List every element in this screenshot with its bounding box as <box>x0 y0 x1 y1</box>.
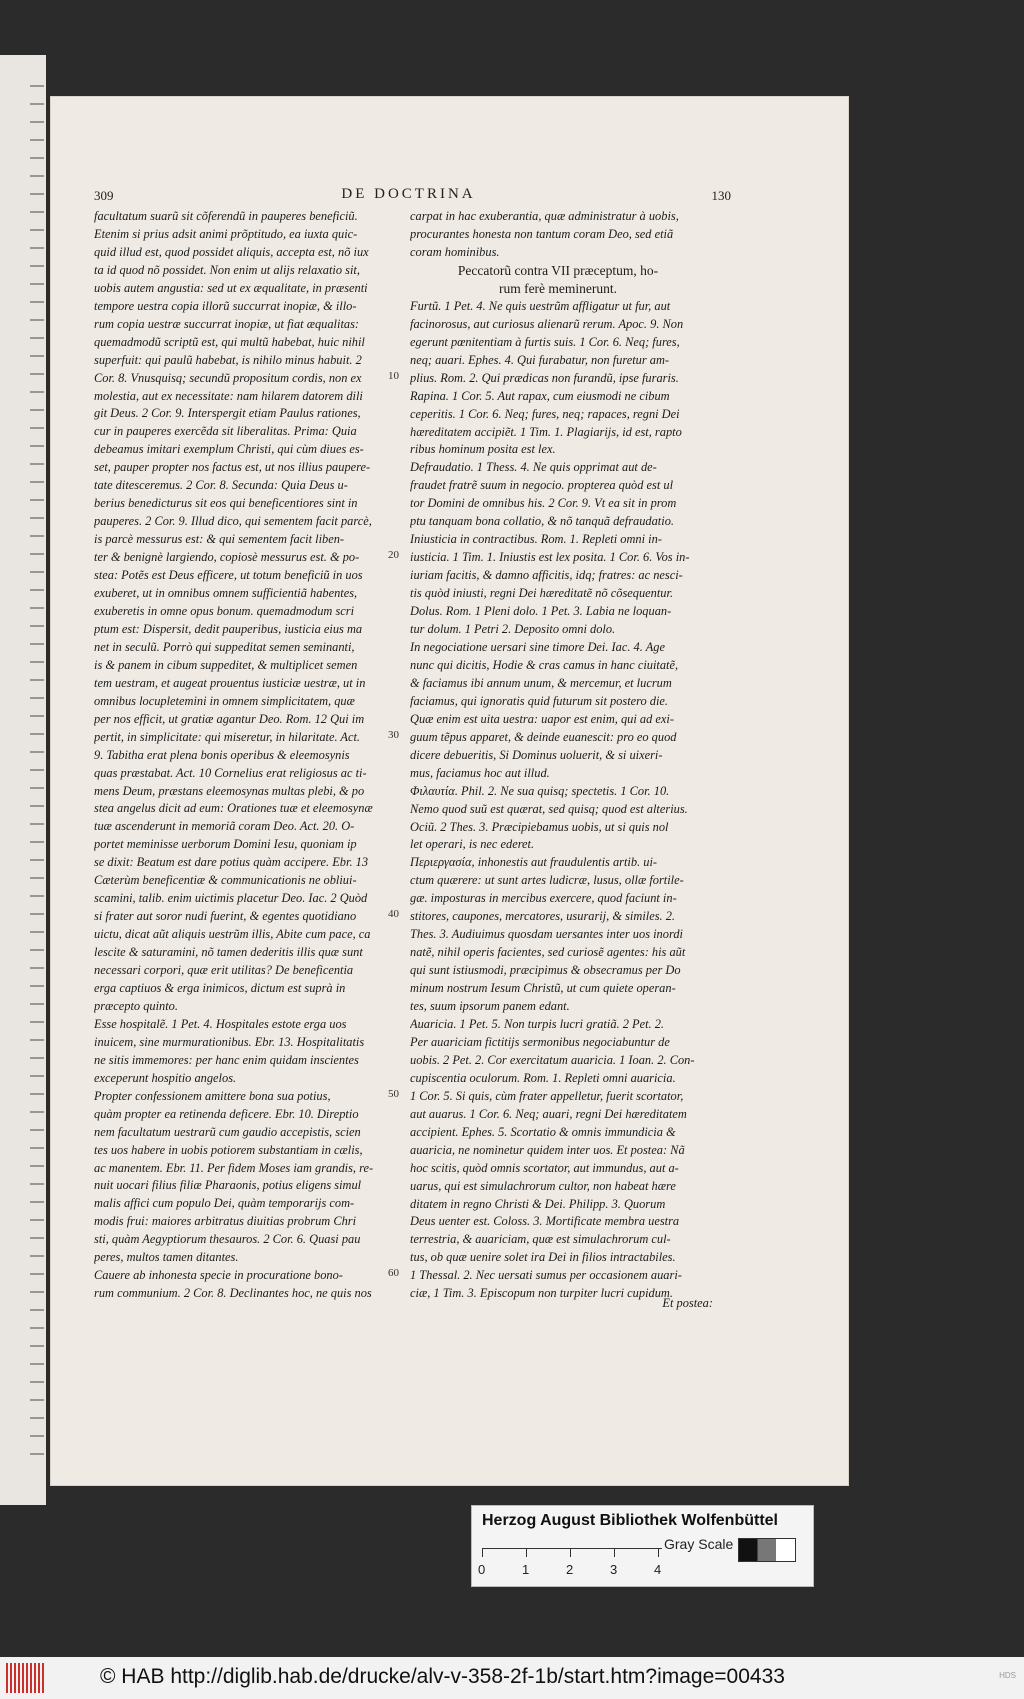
text-line: cur in pauperes exercẽda sit liberalitas. Prima: Quia <box>94 424 357 439</box>
heading-line: rum ferè meminerunt. <box>498 280 618 296</box>
page-number-left: 309 <box>94 188 114 203</box>
section-heading <box>410 262 706 298</box>
text-line: Cæterùm beneficentiæ & communicationis ne obliui- <box>94 873 357 888</box>
text-line: auaricia, ne nominetur quidem inter uos. Et postea: Nã <box>410 1142 685 1157</box>
text-line: ne sitis immemores: per hanc enim quidam inscientes <box>94 1052 359 1067</box>
hab-logo-icon <box>6 1663 44 1693</box>
text-line: se dixit: Beatum est dare potius quàm accipere. Ebr. 13 <box>94 855 369 870</box>
text-line: Propter confessionem amittere bona sua potius, <box>94 1088 331 1103</box>
running-header <box>94 186 731 208</box>
text-line: quid illud est, quod possidet aliquis, accepta est, nõ iux <box>94 244 369 259</box>
right-text-column <box>410 208 706 1303</box>
catchword: Et postea: <box>662 1296 713 1310</box>
text-line: debeamus imitari exemplum Christi, qui cùm diues es- <box>94 442 364 457</box>
footer-tag: HDS <box>999 1671 1016 1680</box>
text-line: Thes. 3. Audiuimus quosdam uersantes inter uos inordi <box>410 927 683 942</box>
text-line: coram hominibus. <box>410 244 500 259</box>
page-number-right: 130 <box>711 188 731 203</box>
text-line: qui sunt istiusmodi, præcipimus & obsecramus per Do <box>410 963 681 978</box>
text-line: ac manentem. Ebr. 11. Per fidem Moses iam grandis, re- <box>94 1160 374 1175</box>
text-line: ditatem in regno Christi & Dei. Philipp. 3. Quorum <box>410 1196 666 1211</box>
text-line: stea angelus dicit ad eum: Orationes tuæ et eleemosynæ <box>94 801 373 816</box>
text-line: is & panem in cibum suppeditet, & multiplicet semen <box>94 657 358 672</box>
scale-label: 3 <box>610 1562 618 1577</box>
text-line: tate ditesceremus. 2 Cor. 8. Secunda: Quia Deus u- <box>94 478 348 493</box>
text-line: facultatum suarũ sit cõferendũ in pauperes beneficiũ. <box>94 209 358 223</box>
text-line: is parcè messurus est: & qui sementem facit liben- <box>94 532 345 547</box>
adjacent-page-edge <box>0 55 46 1505</box>
text-line: Furtũ. 1 Pet. 4. Ne quis uestrũm affligatur ut fur, aut <box>410 298 671 313</box>
scale-label: 4 <box>654 1562 662 1577</box>
text-line: uobis autem angustia: sed ut ex æqualitate, in præsenti <box>94 280 368 295</box>
book-page <box>50 96 849 1486</box>
text-line: Cauere ab inhonesta specie in procuratione bono- <box>94 1268 343 1283</box>
text-line: Rapina. 1 Cor. 5. Aut rapax, cum eiusmodi ne cibum <box>410 388 670 403</box>
text-line: rum communium. 2 Cor. 8. Declinantes hoc, ne quis nos <box>94 1286 372 1301</box>
text-line: git Deus. 2 Cor. 9. Interspergit etiam Paulus rationes, <box>94 406 361 421</box>
text-line: stitores, caupones, mercatores, usurarij, & similes. 2. <box>410 909 676 924</box>
text-line: tus, ob quæ uenire solet ira Dei in filios intractabiles. <box>410 1250 676 1265</box>
scale-ruler <box>482 1548 662 1559</box>
text-line: Φιλαυτία. Phil. 2. Ne sua quisq; spectetis. 1 Cor. 10. <box>410 783 670 798</box>
text-line: & faciamus ibi annum unum, & mercemur, et lucrum <box>410 675 672 690</box>
text-line: berius benedicturus sit eos qui beneficentiores sint in <box>94 496 358 511</box>
line-number: 20 <box>388 549 399 562</box>
text-line: uictu, dicat aũt aliquis uestrũm illis, Abite cum pace, ca <box>94 927 371 942</box>
text-line: Dolus. Rom. 1 Pleni dolo. 1 Pet. 3. Labia ne loquan- <box>410 604 672 619</box>
text-line: Περιεργασία, inhonestis aut fraudulentis artib. ui- <box>410 855 658 870</box>
running-title: DE DOCTRINA <box>341 186 476 202</box>
text-line: modis frui: maiores arbitratus diuitias probrum Chri <box>94 1214 357 1229</box>
text-line: Etenim si prius adsit animi prõptitudo, ea iuxta quic- <box>94 226 358 241</box>
text-line: carpat in hac exuberantia, quæ administratur à uobis, <box>410 209 679 223</box>
line-number: 10 <box>388 369 399 382</box>
scale-label: 1 <box>522 1562 530 1577</box>
text-line: let operari, is nec ederet. <box>410 837 535 852</box>
text-line: tes uos habere in uobis potiorem substantiam in cælis, <box>94 1142 363 1157</box>
text-line: set, pauper propter nos factus est, ut nos illius paupere- <box>94 460 371 475</box>
text-line: sti, quàm Aegyptiorum thesauros. 2 Cor. 6. Quasi pau <box>94 1232 361 1247</box>
text-line: ceperitis. 1 Cor. 6. Neq; fures, neq; rapaces, regni Dei <box>410 406 680 421</box>
right-column-top-text <box>410 208 706 262</box>
text-line: exuberet, ut in omnibus omnem sufficientiã habentes, <box>94 586 358 601</box>
text-line: aut auarus. 1 Cor. 6. Neq; auari, regni Dei hæreditatem <box>410 1106 687 1121</box>
text-line: tur dolum. 1 Petri 2. Deposito omni dolo. <box>410 622 616 637</box>
text-line: inuicem, sine murmurationibus. Ebr. 13. Hospitalitatis <box>94 1034 365 1049</box>
text-line: quemadmodũ scriptũ est, qui multũ habebat, huic nihil <box>94 334 365 349</box>
text-line: Per auariciam fictitijs sermonibus negociabuntur de <box>410 1034 670 1049</box>
text-line: net in seculũ. Porrò qui suppeditat semen seminanti, <box>94 639 355 654</box>
text-line: egerunt pœnitentiam à furtis suis. 1 Cor. 6. Neq; fures, <box>410 334 680 349</box>
line-number: 50 <box>388 1087 399 1100</box>
text-line: gæ. imposturas in mercibus exercere, quod faciunt in- <box>410 891 677 906</box>
text-line: necessari corpori, quæ erit utilitas? De beneficentia <box>94 963 354 978</box>
text-line: præcepto quinto. <box>94 998 178 1013</box>
text-line: faciamus, qui ignoratis quid futurum sit postero die. <box>410 693 669 708</box>
text-line: neq; auari. Ephes. 4. Qui furabatur, non furetur am- <box>410 352 670 367</box>
text-line: portet meminisse uerborum Domini Iesu, quoniam ip <box>94 837 357 852</box>
source-url[interactable]: © HAB http://diglib.hab.de/drucke/alv-v-358-2f-1b/start.htm?image=00433 <box>100 1665 785 1688</box>
text-line: Ociũ. 2 Thes. 3. Præcipiebamus uobis, ut si quis nol <box>410 819 669 834</box>
text-line: natẽ, nihil operis facientes, sed curiosẽ agentes: his aũt <box>410 945 686 960</box>
text-line: ta id quod nõ possidet. Non enim ut alijs relaxatio sit, <box>94 262 360 277</box>
text-line: dicere debueritis, Si Dominus uoluerit, & si uixeri- <box>410 747 663 762</box>
text-line: procurantes honesta non tantum coram Deo, sed etiã <box>410 226 674 241</box>
right-column-body <box>410 298 706 1303</box>
text-line: molestia, aut ex necessitate: nam hilarem datorem dili <box>94 388 363 403</box>
text-line: iuriam facitis, & damno afficitis, idq; fratres: ac nesci- <box>410 568 683 583</box>
text-line: nunc qui dicitis, Hodie & cras camus in hanc ciuitatẽ, <box>410 657 679 672</box>
text-line: 1 Thessal. 2. Nec uersati sumus per occasionem auari- <box>410 1268 682 1283</box>
text-line: quas præstabat. Act. 10 Cornelius erat religiosus ac ti- <box>94 765 367 780</box>
text-line: lescite & saturamini, nõ tamen dederitis illis quæ sunt <box>94 945 363 960</box>
text-line: accipient. Ephes. 5. Scortatio & omnis immundicia & <box>410 1124 676 1139</box>
text-line: pertit, in simplicitate: qui miseretur, in hilaritate. Act. <box>94 729 361 744</box>
text-line: uobis. 2 Pet. 2. Cor exercitatum auaricia. 1 Ioan. 2. Con- <box>410 1052 695 1067</box>
footer-bar <box>0 1657 1024 1699</box>
text-line: minum nostrum Iesum Christũ, ut cum quiete operan- <box>410 981 676 996</box>
text-line: Iniusticia in contractibus. Rom. 1. Repleti omni in- <box>410 532 662 547</box>
text-line: Nemo quod suũ est quærat, sed quisq; quod est alterius. <box>410 801 688 816</box>
text-line: ribus hominum posita est lex. <box>410 442 556 457</box>
text-line: plius. Rom. 2. Qui prædicas non furandũ, ipse furaris. <box>410 370 679 385</box>
text-line: cupiscentia oculorum. Rom. 1. Repleti omni auaricia. <box>410 1070 676 1085</box>
text-line: quàm propter ea retinenda deficere. Ebr. 10. Direptio <box>94 1106 359 1121</box>
text-line: Quæ enim est uita uestra: uapor est enim, qui ad exi- <box>410 711 674 726</box>
text-line: In negociatione uersari sine timore Dei. Iac. 4. Age <box>410 639 665 654</box>
text-line: malis affici cum populo Dei, quàm temporarijs com- <box>94 1196 355 1211</box>
library-name: Herzog August Bibliothek Wolfenbüttel <box>482 1512 778 1529</box>
text-line: fraudet fratrẽ suum in negocio. propterea quòd est ul <box>410 478 674 493</box>
scale-label: 0 <box>478 1562 486 1577</box>
scale-label: 2 <box>566 1562 574 1577</box>
text-line: ptum est: Dispersit, dedit pauperibus, iusticia eius ma <box>94 621 363 636</box>
text-line: stea: Potẽs est Deus efficere, ut totum beneficiũ in uos <box>94 568 363 583</box>
text-line: ptu tanquam bona collatio, & nõ tanquã defraudatio. <box>410 514 674 529</box>
text-line: rum copia uestræ succurrat inopiæ, ut fiat æqualitas: <box>94 316 360 331</box>
text-line: facinorosus, aut curiosus alienarũ rerum. Apoc. 9. Non <box>410 316 684 331</box>
gray-scale-swatch <box>738 1538 796 1562</box>
text-line: Cor. 8. Vnusquisq; secundũ propositum cordis, non ex <box>94 370 362 385</box>
line-number: 40 <box>388 908 399 921</box>
text-line: guum tẽpus apparet, & deinde euanescit: pro eo quod <box>410 729 677 744</box>
text-line: 1 Cor. 5. Si quis, cùm frater appelletur, fuerit scortator, <box>410 1088 684 1103</box>
text-line: mus, faciamus hoc aut illud. <box>410 765 550 780</box>
text-line: Deus uenter est. Coloss. 3. Mortificate membra uestra <box>410 1214 680 1229</box>
text-line: per nos efficit, ut gratiæ agantur Deo. Rom. 12 Qui im <box>94 711 365 726</box>
text-line: tuæ ascenderunt in memoriã coram Deo. Act. 20. O- <box>94 819 355 834</box>
text-line: terrestria, & auariciam, quæ est simulachrorum cul- <box>410 1232 671 1247</box>
line-number: 30 <box>388 728 399 741</box>
text-line: superfuit: qui paulũ habebat, is nihilo minus habuit. 2 <box>94 352 362 367</box>
text-line: tis quòd iniusti, regni Dei hæreditatẽ nõ cõsequentur. <box>410 586 674 601</box>
adjacent-page-text <box>30 85 44 1465</box>
text-line: peres, multos tamen ditantes. <box>94 1250 239 1265</box>
text-line: nuit uocari filius filiæ Pharaonis, potius eligens simul <box>94 1178 362 1193</box>
color-calibration-bar <box>471 1505 814 1587</box>
text-line: erga captiuos & erga inimicos, dictum est suprà in <box>94 980 346 995</box>
text-line: scamini, talib. enim uictimis placetur Deo. Iac. 2 Quòd <box>94 891 368 906</box>
text-line: pauperes. 2 Cor. 9. Illud dico, qui sementem facit parcè, <box>94 514 372 529</box>
line-number: 60 <box>388 1267 399 1280</box>
text-line: nem facultatum uestrarũ cum gaudio accepistis, scien <box>94 1124 361 1139</box>
text-line: ciæ, 1 Tim. 3. Episcopum non turpiter lucri cupidum. <box>410 1286 673 1301</box>
text-line: uarus, qui est simulachrorum cultor, non habeat hære <box>410 1178 676 1193</box>
text-line: tempore uestra copia illorũ succurrat inopiæ, & illo- <box>94 298 357 313</box>
text-line: mens Deum, præstans eleemosynas multas plebi, & po <box>94 783 365 798</box>
text-line: exceperunt hospitio angelos. <box>94 1070 237 1085</box>
gray-scale-label: Gray Scale <box>664 1536 734 1552</box>
text-line: exuberetis in omne opus bonum. quemadmodum scri <box>94 603 355 618</box>
text-line: Esse hospitalẽ. 1 Pet. 4. Hospitales estote erga uos <box>94 1016 347 1031</box>
text-line: Defraudatio. 1 Thess. 4. Ne quis opprimat aut de- <box>410 460 657 475</box>
text-line: 9. Tabitha erat plena bonis operibus & eleemosynis <box>94 747 350 762</box>
left-text-column <box>94 208 390 1303</box>
heading-line: Peccatorũ contra VII præceptum, ho- <box>457 262 659 278</box>
text-line: tes, suum ipsorum panem edant. <box>410 999 570 1014</box>
text-line: ter & benignè largiendo, copiosè messurus est. & po- <box>94 550 360 565</box>
text-line: si frater aut soror nudi fuerint, & egentes quotidiano <box>94 909 357 924</box>
text-line: hoc scitis, quòd omnis scortator, aut immundus, aut a- <box>410 1160 679 1175</box>
text-line: omnibus locupletemini in omnem simplicitatem, quæ <box>94 693 355 708</box>
text-line: tor Domini de omnibus his. 2 Cor. 9. Vt ea sit in prom <box>410 496 677 511</box>
text-line: Auaricia. 1 Pet. 5. Non turpis lucri gratiã. 2 Pet. 2. <box>410 1016 664 1031</box>
text-line: ctum quærere: ut sunt artes ludicræ, lusus, ollæ fortile- <box>410 873 684 888</box>
text-line: hæreditatem accipiẽt. 1 Tim. 1. Plagiarijs, id est, rapto <box>410 424 682 439</box>
text-line: tem uestram, et augeat prouentus iusticiæ uestræ, ut in <box>94 675 366 690</box>
text-line: iusticia. 1 Tim. 1. Iniustis est lex posita. 1 Cor. 6. Vos in- <box>410 550 690 565</box>
